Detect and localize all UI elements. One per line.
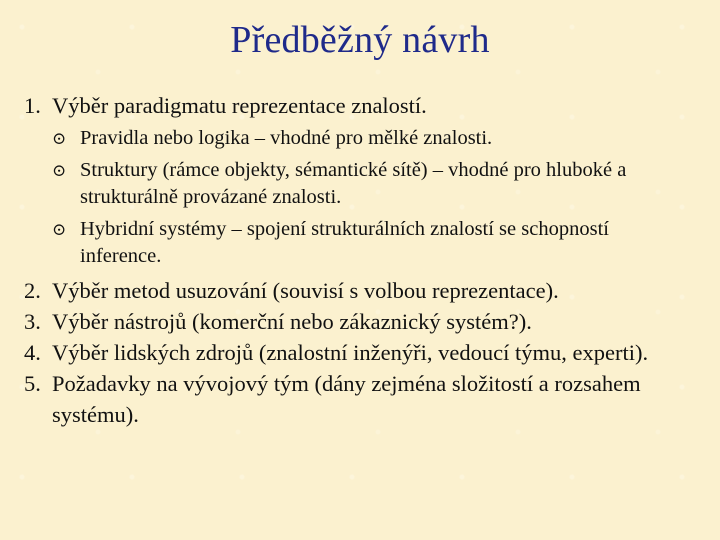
list-item	[24, 90, 694, 121]
list-text: Výběr paradigmatu reprezentace znalostí.	[52, 93, 427, 118]
list-text: Výběr metod usuzování (souvisí s volbou reprezentace).	[52, 278, 559, 303]
slide-title: Předběžný návrh	[230, 19, 490, 61]
list-number: 2.	[24, 278, 41, 303]
sublist-item	[52, 157, 694, 211]
sublist-item	[52, 216, 694, 270]
list-text: Výběr nástrojů (komerční nebo zákaznický systém?).	[52, 309, 532, 334]
slide-content	[24, 90, 694, 430]
list-text: Požadavky na vývojový tým (dány zejména složitostí a rozsahem systému).	[52, 371, 641, 427]
list-number: 5.	[24, 371, 41, 396]
list-item	[24, 306, 694, 337]
list-number: 3.	[24, 309, 41, 334]
list-number: 4.	[24, 340, 41, 365]
list-text: Výběr lidských zdrojů (znalostní inženýři, vedoucí týmu, experti).	[52, 340, 649, 365]
list-item	[24, 368, 694, 430]
sublist-text: Pravidla nebo logika – vhodné pro mělké znalosti.	[80, 127, 493, 149]
bullet-icon: ⊙	[52, 161, 67, 180]
sublist	[52, 125, 694, 270]
sublist-item	[52, 125, 694, 152]
list-number: 1.	[24, 93, 41, 118]
sublist-text: Hybridní systémy – spojení strukturálních znalostí se schopností inference.	[80, 218, 609, 267]
bullet-icon: ⊙	[52, 220, 67, 239]
list-item	[24, 275, 694, 306]
sublist-text: Struktury (rámce objekty, sémantické sítě) – vhodné pro hluboké a strukturálně provázané znalosti.	[80, 159, 627, 208]
list-item	[24, 337, 694, 368]
bullet-icon: ⊙	[52, 129, 67, 148]
